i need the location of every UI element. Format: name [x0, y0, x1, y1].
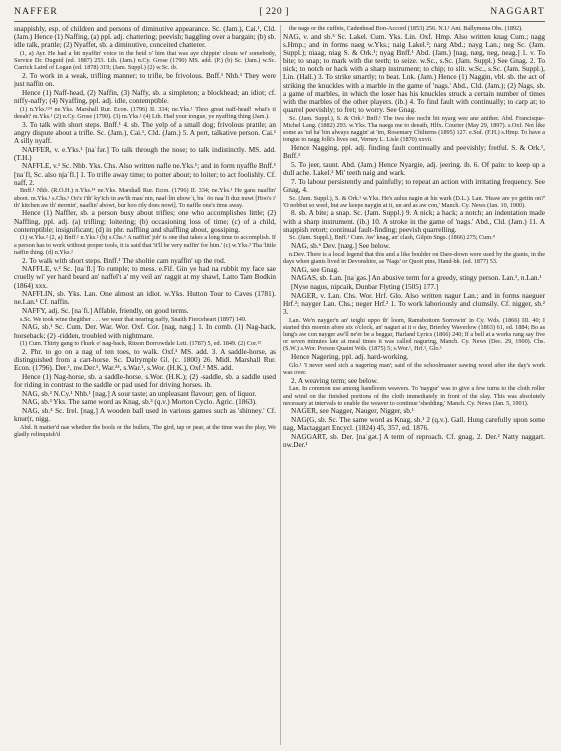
entry-paragraph: Hence Nagging, ppl. adj. finding fault continually and peevishly; fretful. S. & Ork.¹, Bnff.¹	[283, 144, 545, 161]
entry-paragraph: Sc. (Jam. Suppl.), Bnff.¹ Cum. Aw' knag, an' clash, Gilpin Sngs. (1866) 275; Cum.⁴	[289, 234, 495, 242]
entry-paragraph: n.Dev. There is a local legend that this and a like boulder on Dare-down were used by the giants, in the days when giants lived in Devonshire, as 'Nags' or Quoit pins, Hand-bk. (ed. 1877) 53.	[283, 250, 545, 265]
entry-paragraph: (1) w.Yks.² (2, a) Bnff.¹ n.Yks.² (b) s.Chs.¹ A naffiin' job' is one that takes a long time to accomplish. If a person has to work without proper tools, it is said that 'it'll be very naffin' for him.' (c) w.Yks.² Tha 'little naffin thing. (d) n.Yks.²	[14, 234, 276, 256]
entry-paragraph: 3. To talk with short steps. Bnff.¹ 4. sb. The yelp of a small dog; frivolous prattle; an angry dispute about a trifle. Sc. (Jam.), Cai.¹, Cld. (Jam.) 5. A pert, talkative person. Cai.¹ A silly nyaff.	[14, 120, 276, 145]
entry-paragraph: NAFFY, adj. Sc. [naˈfi.] Affable, friendly, on good terms.	[22, 306, 189, 315]
entry-paragraph: NAGER, see Nagger, Nauger, Nigger, sb.¹	[291, 407, 414, 416]
entry-paragraph: NAFFER, v. e.Yks.¹ [naˈfər.] To talk through the nose; to talk indistinctly. MS. add. (T.H.)	[14, 145, 276, 162]
entry-paragraph: 2. To walk with short steps. Bnff.¹ The sholtie cam nyaffin' up the rod.	[22, 256, 226, 265]
entry-paragraph: Abd. It matter'd nae whether the bools or the bullets, The gird, tap or pear, at the time was the play, We gladly relinquish'd	[14, 423, 276, 438]
entry-paragraph: Lan. We'n nayger'n an' teighi uppo th' loom, Ramsbottom Sorrowin' in Cy. Wds. (1866) III. 40; I started this mornin afore six o'clock, an' nagurt at it o day, Brierley Waverlow (1863) 61, ed. 1884; Bo as lung's aw con nayger aw'll ne'er be a beggar, Harland Lyrics (1866) 240; If a bell at a works rang say five or seven minutes late at meal times it was called naguring, Manch. Cy. News (Dec. 29, 1900). Chs. (S.W.) s.Wor. Porson Quaint Wds. (1875) 5; s.Wor.¹, Hrf.², Glo.¹	[283, 316, 545, 353]
right-column	[283, 25, 545, 747]
entry-paragraph: NAFFLE, v.¹ Sc. Nhb. Yks. Chs. Also written nafle ne.Yks.¹; and in form nyaffle Bnff.¹ [naˈfl, Sc. also njaˈfl.] 1. To trifle away time; to potter about; to loiter; to act foolishly. Cf. naff, 2.	[14, 162, 276, 187]
entry-paragraph: Bnff.¹ Nhb. (R.O.H.) n.Yks.¹⁴ ne.Yks. Marshall Rur. Econ. (1796) II. 334; ne.Yks.¹ He gans naaflin' aboot. m.Yks.¹ s.Chs.¹ Oo'z i'th' ky'ich·in aw'th mauˈnin, naaf·lin ubowˈt, buˈ öo naaˈfi duz nuwt [Hoo's i' th' kitchen aw th' mornin', naaflin' abowt, bur hoo rily does nowt]. To naffle one's time away.	[14, 187, 276, 209]
entry-paragraph: NAG, sb.² N.Cy.¹ Nhb.¹ [nag.] A sour taste; an unpleasant flavour; gen. of liquor.	[22, 389, 257, 398]
entry-paragraph: NAGER, v. Lan. Chs. Wor. Hrf. Glo. Also written nagur Lan.; and in forms naeguer Hrf.²; nayger Lan. Chs.; neger Hrf.² 1. To work laboriously and clumsily. Cf. nigger, sb.² 3.	[283, 291, 545, 316]
header-rule	[14, 21, 545, 22]
entry-paragraph: 2. Phr. to go on a nag of ten toes, to walk. Oxf.¹ MS. add. 3. A saddle-horse, as distinguished from a cart-horse. Sc. Dalrymple Gl. (c. 1800) 26. Midl. Marshall Rur. Econ. (1796). Der.¹, nw.Der.¹, War.²⁴, s.War.¹, s.Wor. (H.K.), Oxf.¹ MS. add.	[14, 347, 276, 373]
entry-paragraph: s.Sc. We took wine thegither . . . we waur that nearing naffy, Snaith Fierceheart (1897) 149.	[20, 315, 247, 323]
entry-paragraph: 2. To work in a weak, trifling manner; to trifle, be frivolous. Bnff.¹ Nhb.¹ They were just naffin on.	[14, 72, 276, 89]
entry-paragraph: NAFFLIN, sb. Yks. Lan. One almost an idiot. w.Yks. Hutton Tour to Caves (1781). ne.Lan.¹ Cf. naffin.	[14, 290, 276, 307]
entry-paragraph: Hence Nagering, ppl. adj. hard-working.	[291, 353, 409, 362]
column-divider	[280, 25, 281, 745]
entry-paragraph: NAFFLE, v.² Sc. [naˈfl.] To rumple; to mess. e.Fif. Gin ye had na rubbit my face sae cruelly wi' yer hard beard an' naffel't a' my veil an' raggit at my shawl, Latto Tam Bodkin (1864) xxx.	[14, 265, 276, 290]
entry-paragraph: (1) Cum. Thirty gang to t'kurk o' nag-back, Ritson Borrowdale Lett. (1787) 5, ed. 1849. (2) Cor.¹²	[20, 340, 262, 348]
entry-paragraph: NAG, sb.⁴ Sc. Irel. [nag.] A wooden ball used in various games such as 'shinney.' Cf. knur(r, nigg.	[14, 406, 276, 424]
entry-paragraph: snappishly, esp. of children and persons of diminutive appearance. Sc. (Jam.), Cai.¹, Cld. (Jam.) Hence (1) Naffing, (a) ppl. adj. chattering; peevish; haggling over a bargain; (b) sb. idle talk, prattle; (2) Nyaffet, sb. a diminutive, conceited chatterer.	[14, 25, 276, 50]
left-column	[14, 25, 276, 747]
entry-paragraph: 7. To labour persistently and painfully; to repeat an action with irritating frequency. See Gnag, 4.	[283, 177, 545, 194]
entry-paragraph: Lan. In common use among handloom weavers. To 'naygur' was to give a few turns to the cloth roller and wind on the finished portions of the cloth immediately in front of the slay. This was absolutely necessary at intervals to enable the weaver to continue 'shedding,' Manch. Cy. News (Jan. 5, 1901).	[283, 385, 545, 407]
entry-paragraph: Hence (1) Nag-horse, sb. a saddle-horse. s.Wor. (H.K.); (2) -saddle, sb. a saddle used for riding in contrast to the saddle or pad used for driving horses. ib.	[14, 372, 276, 389]
entry-paragraph: NAG, sb.¹ Sc. Cum. Der. War. Wor. Oxf. Cor. [nag, næg.] 1. In comb. (1) Nag-back, horseback; (2) -ridden, troubled with nightmare.	[14, 323, 276, 340]
entry-paragraph: Hence (1) Naff-head, (2) Naffin, (3) Naffy, sb. a simpleton; a blockhead; an idiot; cf. niffy-naffy; (4) Nyaffing, ppl. adj. idle, contemptible.	[14, 88, 276, 106]
entry-paragraph: Hence (1) Naffler, sb. a person busy about trifles; one who accomplishes little; (2) Naffling, ppl. adj. (a) trifling; loitering; (b) occasioning loss of time; (c) of a child, contemptible; insignificant; (d) in phr. naffling and shaffling about, gossiping.	[14, 209, 276, 234]
entry-paragraph: 5. To jeer, taunt. Abd. (Jam.) Hence Nyargie, adj. jeering. ib. 6. Of pain: to keep up a dull ache. Lakel.² Mi' teeth naig and wark.	[283, 160, 545, 178]
entry-paragraph: the nags or the cuffets, Cadenhead Bon-Accord (1853) 256. N.I.¹ Ant. Ballymena Obs. (1892).	[289, 25, 523, 32]
entry-paragraph: NAG(G, sb. Sc. The same word as Knag, sb.¹ 2 (q.v.). Gall. Hung carefully upon some nag, Mactaggart Encycl. (1824) 45, 357, ed. 1876.	[283, 416, 545, 433]
running-header	[14, 6, 545, 17]
entry-paragraph: NAGGART, sb. Der. [naˈgət.] A term of reproach. Cf. gnag, 2. Der.² Natty naggart. nw.Der.¹	[283, 432, 545, 450]
entry-paragraph: NAG, see Gnag.	[291, 265, 339, 274]
entry-paragraph: NAG, v. and sb.⁵ Sc. Lakel. Cum. Yks. Lin. Oxf. Hmp. Also written knag Cum.; nagg s.Hmp.; and in forms naeg w.Yks.; naig Lakel.²; narg Abd.; nayg Lan.; neg Sc. (Jam. Suppl.); niaag, niag S. & Ork.¹; nyag Bnff.¹ Abd. (Jam.) [nag, næg, neg, neag.] 1. v. To bite; to snap; to mark with the teeth; to seize. w.Sc., s.Sc. (Jam. Suppl.) See Gnag. 2. To nick; to notch or hack with a sharp instrument; to chip; to slit. w.Sc., s.Sc. (Jam. Suppl.), Lin. (Hall.) 3. To strike smartly; to beat. Lnk. (Jam.) Hence (1) Naggin, vbl. sb. the act of striking the knuckles with a marble in the game of 'nags.' Abd., Cld. (Jam.); (2) Nags, sb. a game of marbles, in which the loser has his knuckles struck a certain number of times with the marbles of the other players. (ib.) 4. To find fault with continually; to carp at; to quarrel peevishly; to fret; to worry. See Gnag.	[283, 32, 545, 115]
entry-paragraph: (1, a) Ayr. He had a bit nyaffin' voice in the heid o' him that was aye chippin' clouts wi' somebody, Service Dr. Duguid (ed. 1887) 253. Lth. (Jam.) n.Cy. Grose (1790) MS. add. (P.) (b) Sc. (Jam.) w.Sc. Carrick Laird of Logan (ed. 1878) 319; (Jam. Suppl.) (2) w.Sc. ib.	[14, 49, 276, 72]
entry-paragraph: 2. A weaving term; see below.	[291, 376, 379, 385]
entry-paragraph: NAG, sb.³ Yks. The same word as Knag, sb.³ (q.v.) Morton Cyclo. Agric. (1863).	[22, 398, 257, 407]
entry-paragraph: Sc. (Jam. Suppl.), S. & Ork.¹ Bnff.¹ The twa dee nocht bit nyarg wee ane anither. Abd. Francisque-Michel Lang. (1882) 293. w.Yks. Tha naegs me to deeath, Hlfx. Courier (May 29, 1897). s.Oxf. Not like some as 'ud ha' bin always naggin' at 'im, Rosemary Chilterns (1895) 127. e.Suf. (F.H.) s.Hmp. To have a tongue to nagg folk's lives out, Verney L. Lisle (1870) xxvii.	[283, 114, 545, 144]
entry-paragraph: (1) n.Yks.¹²⁴ ne.Yks. Marshall Rur. Econ. (1796) II. 334; ne.Yks.¹ Thoo great naff-head! what's ti deeah? m.Yks.¹ (2) n.Cy. Grose (1790). (3) m.Yks.¹ (4) Lth. Had your tongue, ye nyaffing thing (Jam.).	[14, 105, 276, 120]
entry-paragraph: Glo.¹ 'I never seed sich a nagering man'; said of the schoolmaster sawing wood after the day's work was over.	[283, 361, 545, 376]
header-left-word: NAFFER	[14, 6, 58, 17]
entry-paragraph: NAGAS, sb. Lan. [naˈgəs.] An abusive term for a greedy, stingy person. Lan.¹, n.Lan.¹	[291, 274, 542, 283]
page-number: [ 220 ]	[259, 6, 290, 17]
entry-paragraph: [Nyse nagus, nipcaik, Dunbar Flyting (1505) 177.]	[291, 282, 439, 291]
entry-paragraph: 8. sb. A bite; a snap. Sc. (Jam. Suppl.) 9. A nick; a hack; a notch; an indentation made with a sharp instrument. (ib.) 10. A stroke in the game of 'nags.' Abd., Cld. (Jam.) 11. A snappish retort; continual fault-finding; peevish quarrelling.	[283, 209, 545, 234]
entry-paragraph: Sc. (Jam. Suppl.), S. & Ork.¹ w.Yks. He's aulus nagin at his wark (D.L.). Lan. 'Heaw are yo gettin on?' 'O nobbut so weel, but aw keeps naygin at it, un ard as aw con,' Manch. Cy. News (Jan. 10, 1900).	[283, 194, 545, 209]
entry-paragraph: NAG, sb.⁶ Dev. [næg.] See below.	[291, 242, 391, 251]
header-right-word: NAGGART	[490, 6, 545, 17]
